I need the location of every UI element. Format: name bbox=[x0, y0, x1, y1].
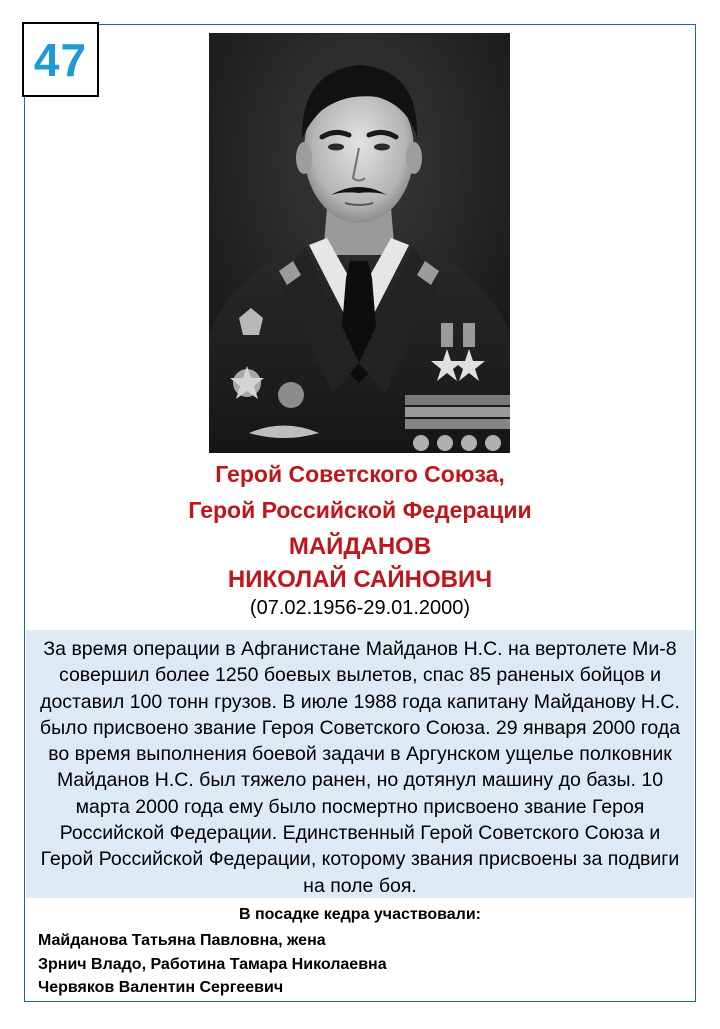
participant-item: Майданова Татьяна Павловна, жена bbox=[38, 932, 326, 949]
life-dates: (07.02.1956-29.01.2000) bbox=[249, 597, 471, 619]
hero-surname: МАЙДАНОВ bbox=[288, 533, 432, 560]
biography-text: За время операции в Афганистане Майданов Н.С. на вертолете Ми-8 совершил более 1250 боевых вылетов, спас 85 раненых бойцов и доставил 100 тонн грузов. В июле 1988 года капитану Майданову Н.С. было присвоено звание Героя Советского Союза. 29 января 2000 года во время выполнения боевой задачи в Аргунском ущелье полковник Майданов Н.С. был тяжело ранен, но дотянул машину до базы. 10 марта 2000 года ему было посмертно присвоено звание Героя Российской Федерации. Единственный Герой Советского Союза и Герой Российской Федерации, которому звания присвоены за подвиги на поле боя. bbox=[26, 630, 694, 898]
portrait-photo bbox=[209, 33, 510, 453]
hero-given-names: НИКОЛАЙ САЙНОВИЧ bbox=[227, 566, 493, 593]
participant-item: Червяков Валентин Сергеевич bbox=[38, 979, 284, 996]
number-badge: 47 bbox=[22, 22, 99, 97]
title-russian-hero: Герой Российской Федерации bbox=[188, 497, 532, 523]
planting-participants bbox=[38, 929, 678, 1000]
title-soviet-hero: Герой Советского Союза, bbox=[215, 461, 505, 487]
participant-item: Зрнич Владо, Работина Тамара Николаевна bbox=[38, 955, 387, 973]
planting-heading: В посадке кедра участвовали: bbox=[239, 906, 481, 923]
